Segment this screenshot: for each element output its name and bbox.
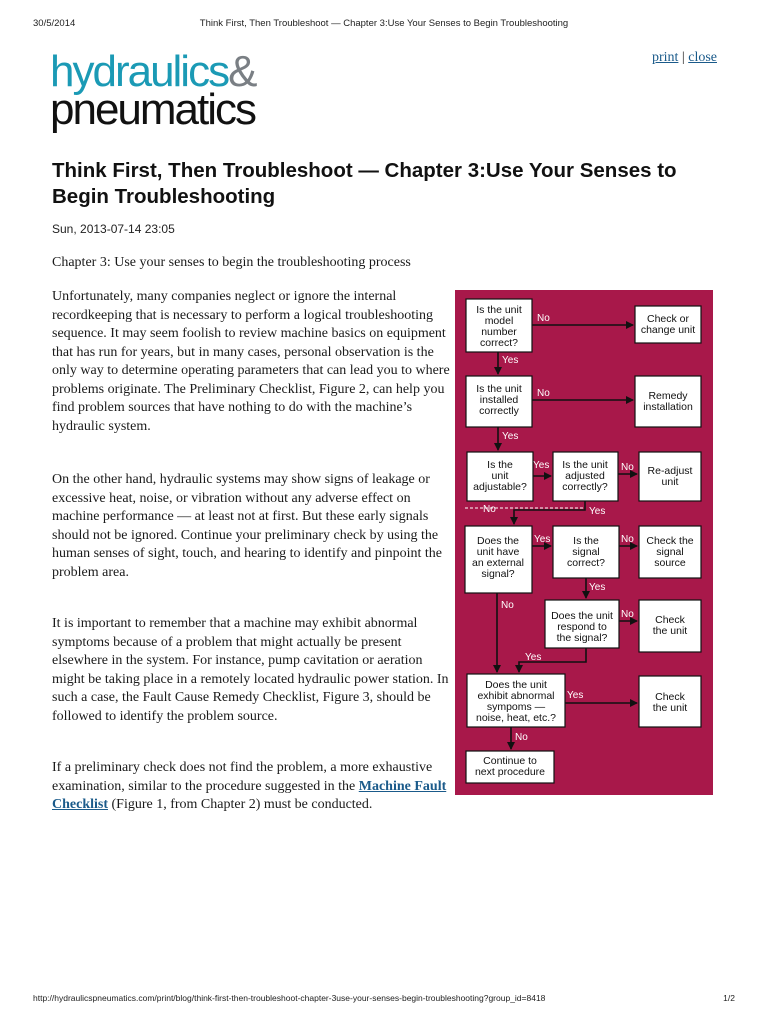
close-link[interactable]: close: [688, 50, 717, 65]
label-yes: Yes: [589, 506, 606, 517]
label-no: No: [621, 462, 634, 473]
label-yes: Yes: [502, 355, 519, 366]
article-date: Sun, 2013-07-14 23:05: [52, 222, 175, 236]
svg-text:Check thesignalsource: Check the signal source: [646, 535, 694, 569]
print-footer: [33, 993, 735, 1007]
svg-text:Checkthe unit: Check the unit: [652, 691, 688, 714]
svg-text:Is the unitadjustedcorrectly?: Is the unit adjusted correctly?: [562, 459, 608, 493]
svg-text:Check orchange unit: Check or change unit: [640, 313, 696, 336]
paragraph-3: It is important to remember that a machine may exhibit abnormal symptoms because of a problem that might actually be present elsewhere in the system. For instance, pump cavitation or aeration might be taking place in a remotely located hydraulic power station. In such a case, the Fault Cause Remedy Checklist, Figure 3, should be followed to identify the problem source.: [52, 616, 449, 724]
svg-text:Continue tonext procedure: Continue to next procedure: [474, 755, 546, 778]
label-yes: Yes: [502, 431, 519, 442]
logo-line-2: pneumatics: [50, 85, 256, 134]
print-page-title: Think First, Then Troubleshoot — Chapter 3:Use Your Senses to Begin Troubleshooting: [199, 18, 569, 29]
top-links: [652, 50, 717, 66]
label-yes: Yes: [534, 534, 551, 545]
print-link[interactable]: print: [651, 50, 679, 65]
paragraph-4: If a preliminary check does not find the problem, a more exhaustive examination, similar to the procedure suggested in the Machine Fault Checklist (Figure 1, from Chapter 2) must be conducted.: [52, 760, 447, 812]
label-no: No: [483, 504, 496, 515]
paragraph-2: On the other hand, hydraulic systems may show signs of leakage or excessive heat, noise, or vibration without any adverse effect on machine performance — at least not at first. But these early signals should not be ignored. Continue your preliminary check by using the human senses of sight, touch, and hearing to identify and pinpoint the problem area.: [52, 472, 442, 580]
label-no: No: [515, 732, 528, 743]
label-no: No: [501, 600, 514, 611]
svg-text:Does the unitexhibit abnormals: Does the unit exhibit abnormal sympoms — noise, heat, etc.?: [476, 679, 556, 724]
site-logo[interactable]: [50, 47, 310, 138]
label-no: No: [537, 313, 550, 324]
svg-text:Is the unitinstalledcorrectly: Is the unit installed correctly: [476, 383, 522, 417]
svg-text:Is thesignalcorrect?: Is the signal correct?: [567, 535, 605, 569]
machine-fault-checklist-link[interactable]: Machine Fault Checklist: [52, 778, 447, 812]
label-yes: Yes: [567, 690, 584, 701]
print-url: http://hydraulicspneumatics.com/print/blog/think-first-then-troubleshoot-chapter-3use-your-senses-begin-troubleshooting?group_id=8418: [33, 993, 546, 1003]
logo-line-1: hydraulics&: [50, 47, 256, 96]
svg-text:Checkthe unit: Check the unit: [652, 614, 688, 637]
svg-text:Remedyinstallation: Remedy installation: [643, 390, 693, 413]
page-number: 1/2: [723, 993, 735, 1003]
print-date: 30/5/2014: [33, 18, 76, 29]
article-title: Think First, Then Troubleshoot — Chapter 3:Use Your Senses to Begin Troubleshooting: [52, 159, 677, 208]
article-lead: Chapter 3: Use your senses to begin the troubleshooting process: [52, 255, 411, 270]
label-no: No: [621, 534, 634, 545]
label-no: No: [537, 388, 550, 399]
svg-text:Is the unitmodelnumbercorrect?: Is the unit model number correct?: [476, 304, 522, 349]
svg-text:Is theunitadjustable?: Is the unit adjustable?: [473, 459, 527, 493]
svg-text:Does the unitrespond tothe sig: Does the unit respond to the signal?: [551, 610, 613, 644]
svg-text:Re-adjustunit: Re-adjust unit: [647, 465, 693, 488]
flowchart-box-text: [472, 304, 695, 778]
label-yes: Yes: [533, 460, 550, 471]
link-separator: |: [681, 50, 685, 65]
paragraph-1: Unfortunately, many companies neglect or ignore the internal recordkeeping that is necessary to perform a logical troubleshooting sequence. It may seem foolish to review machine basics on equipment that has run for years, but in many cases, personal observation is the only way to determine operating parameters that can lead you to where problems originate. The Preliminary Checklist, Figure 2, can help you find problem sources that have nothing to do with the machine’s hydraulic system.: [52, 289, 450, 434]
label-yes: Yes: [525, 652, 542, 663]
label-yes: Yes: [589, 582, 606, 593]
print-header: [33, 18, 735, 32]
svg-text:Does theunit havean externalsi: Does the unit have an external signal?: [472, 535, 524, 580]
troubleshooting-flowchart: [455, 290, 713, 795]
label-no: No: [621, 609, 634, 620]
